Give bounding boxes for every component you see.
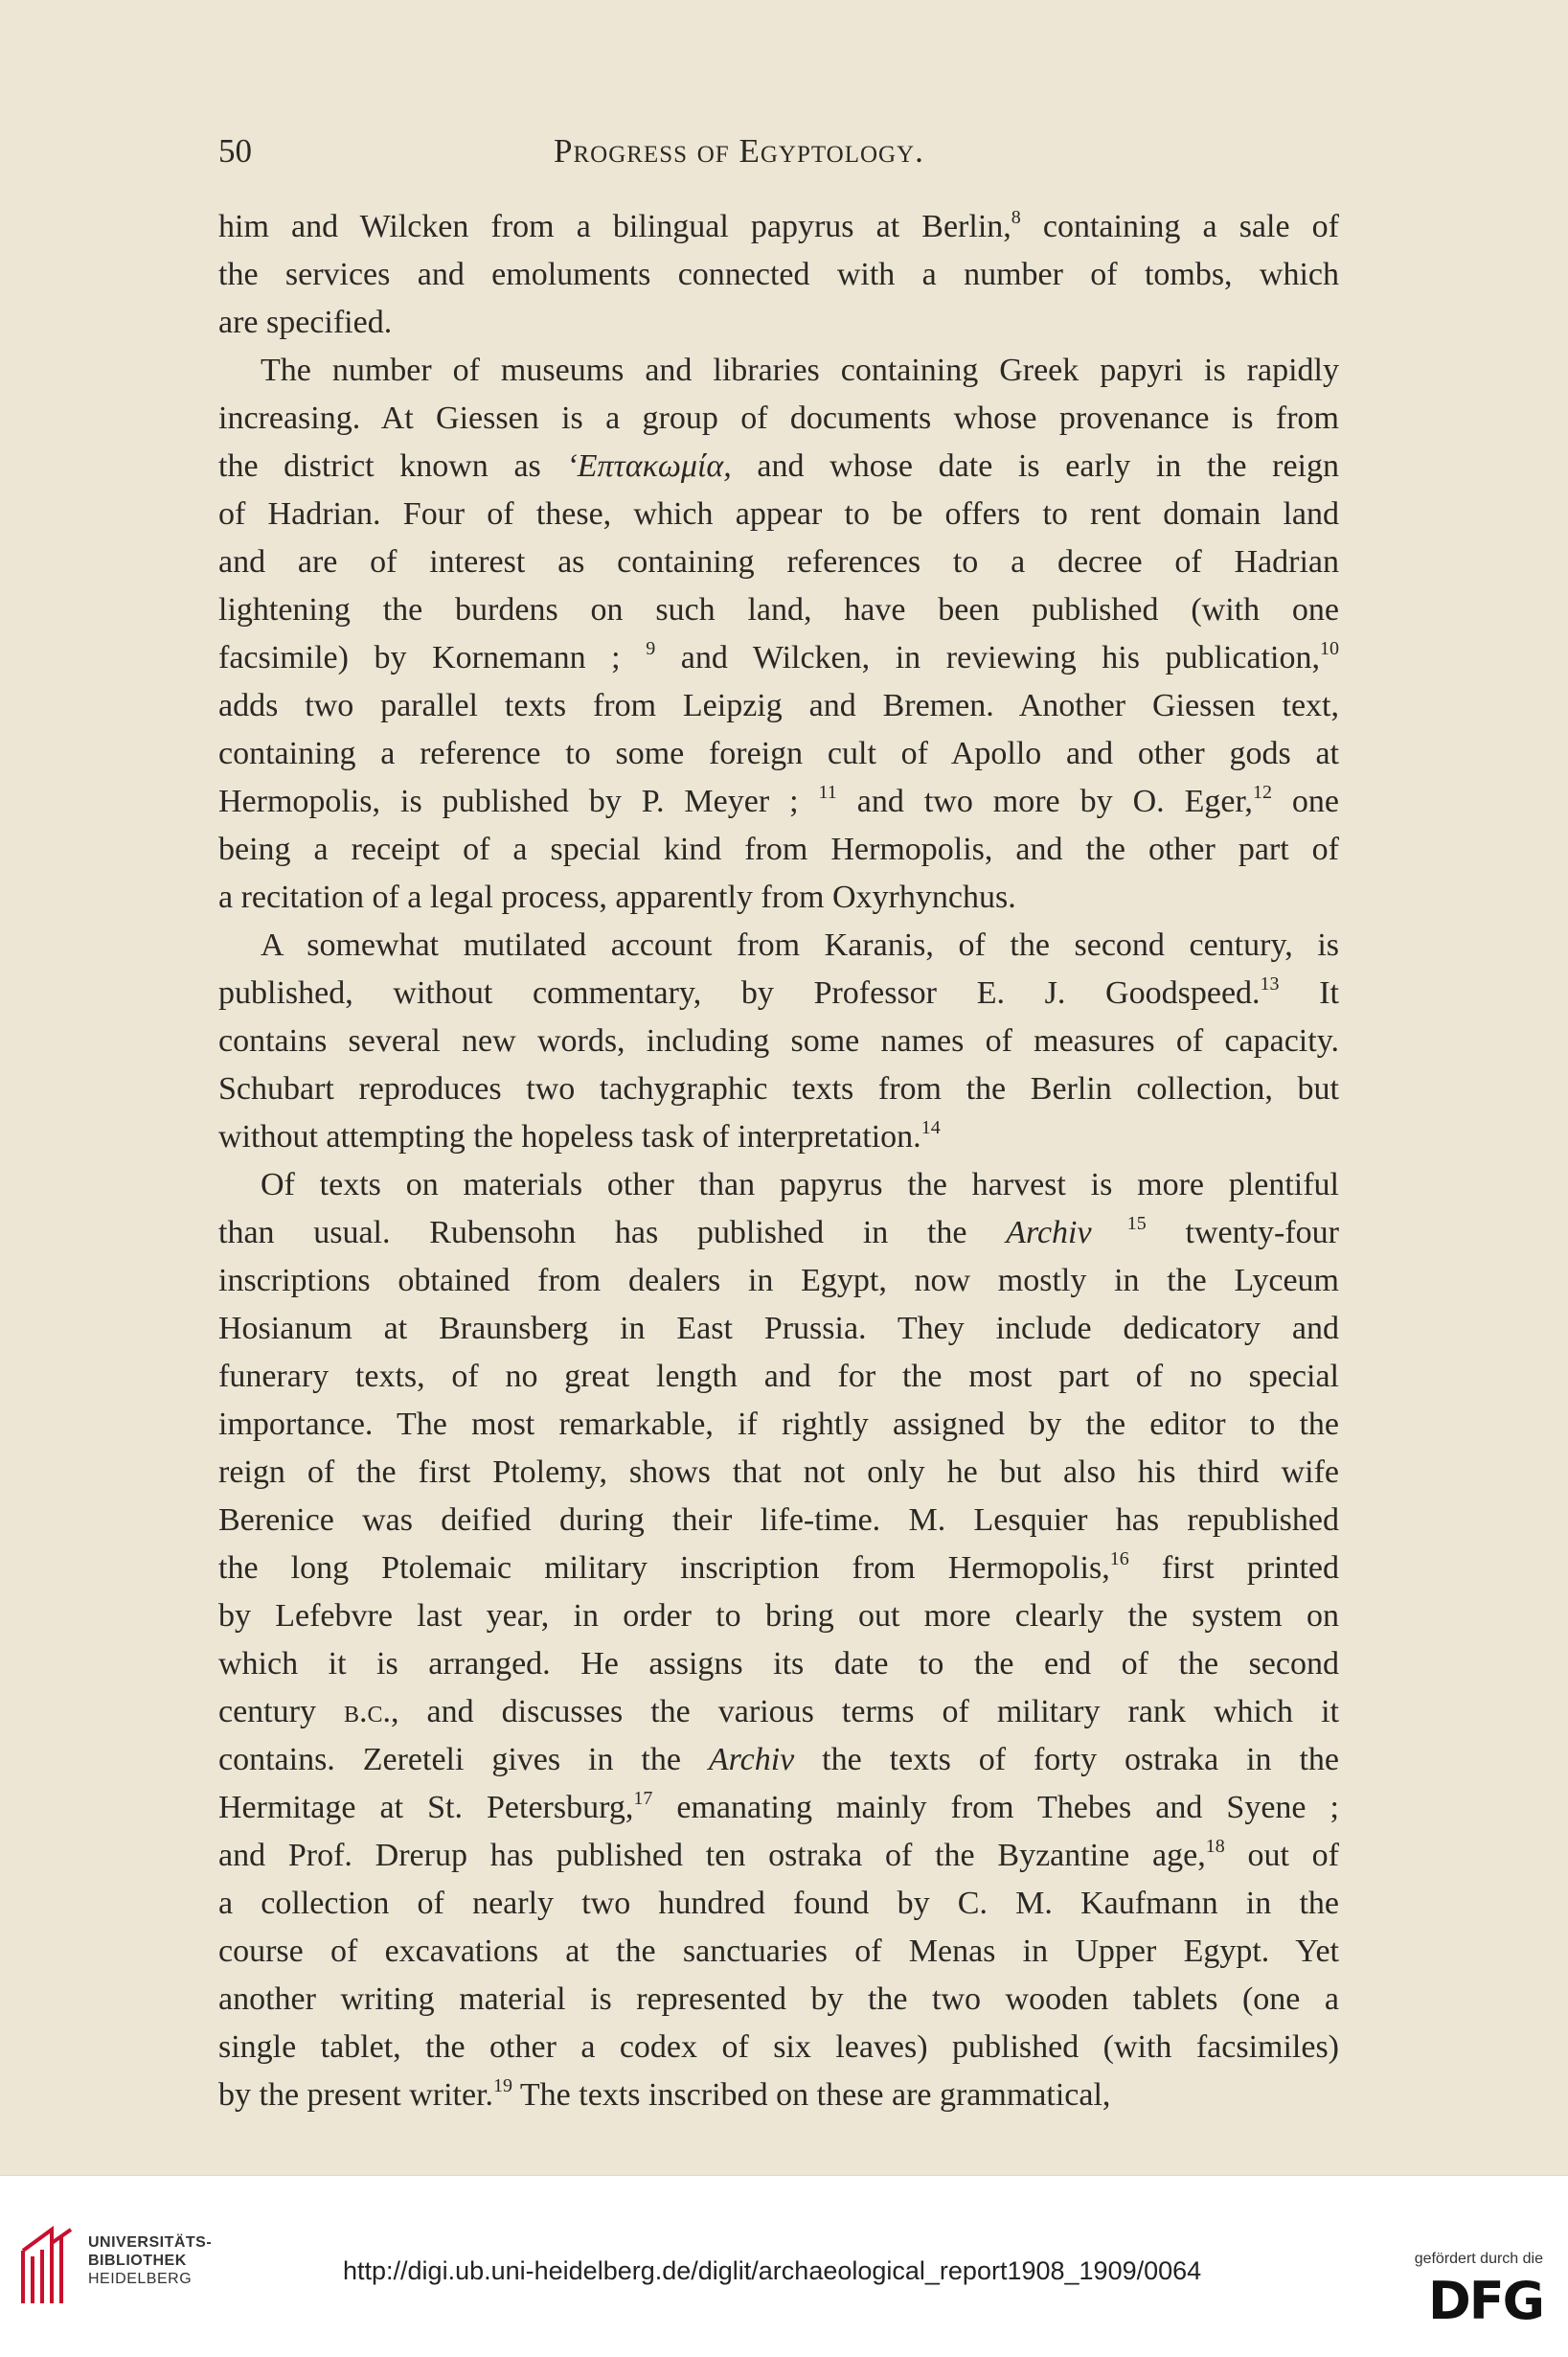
text-line: importance. The most remarkable, if rightly assigned by the editor to the [218, 1407, 1339, 1442]
funder-caption: gefördert durch die [1414, 2251, 1543, 2267]
text-line: a recitation of a legal process, apparently from Oxyrhynchus. [218, 880, 1016, 915]
text-line: a collection of nearly two hundred found by C. M. Kaufmann in the [218, 1886, 1339, 1921]
footnote-marker: 18 [1205, 1836, 1225, 1857]
text-line: the long Ptolemaic military inscription from Hermopolis,$^{16}$ first printed [218, 1548, 1339, 1586]
text-line: of Hadrian. Four of these, which appear to be offers to rent domain land [218, 496, 1339, 532]
text-line: Schubart reproduces two tachygraphic texts from the Berlin collection, but [218, 1071, 1339, 1107]
university-library-name [88, 2233, 212, 2288]
text-line: lightening the burdens on such land, have been published (with one [218, 592, 1339, 628]
text-line: another writing material is represented by the two wooden tablets (one a [218, 1981, 1339, 2017]
text-line: facsimile) by Kornemann ; $^9$ and Wilcken, in reviewing his publication,$^{10}$ [218, 638, 1339, 675]
footnote-marker: 11 [818, 782, 837, 803]
italic-term: ‘Επτακωμία, [566, 448, 732, 484]
text-line: than usual. Rubensohn has published in the Archiv $^{15}$ twenty-four [218, 1213, 1339, 1250]
footnote-marker: 9 [646, 638, 656, 659]
text-line: single tablet, the other a codex of six leaves) published (with facsimiles) [218, 2029, 1339, 2065]
footnote-marker: 14 [920, 1117, 941, 1138]
library-name-line-3: HEIDELBERG [88, 2271, 193, 2287]
text-line: by the present writer.$^{19}$ The texts inscribed on these are grammatical, [218, 2075, 1111, 2113]
text-line: by Lefebvre last year, in order to bring out more clearly the system on [218, 1598, 1339, 1634]
text-line: and Prof. Drerup has published ten ostraka of the Byzantine age,$^{18}$ out of [218, 1836, 1339, 1873]
text-line: Of texts on materials other than papyrus the harvest is more plentiful [261, 1167, 1339, 1202]
text-line: reign of the first Ptolemy, shows that not only he but also his third wife [218, 1454, 1339, 1490]
footnote-marker: 17 [633, 1788, 653, 1809]
footnote-marker: 8 [1011, 207, 1021, 228]
text-line: inscriptions obtained from dealers in Egypt, now mostly in the Lyceum [218, 1263, 1339, 1298]
library-name-line-2: BIBLIOTHEK [88, 2253, 187, 2269]
page-number: 50 [218, 132, 252, 170]
footnote-marker: 16 [1109, 1548, 1129, 1569]
text-line: The number of museums and libraries containing Greek papyri is rapidly [261, 353, 1339, 388]
text-line: and are of interest as containing references to a decree of Hadrian [218, 544, 1339, 580]
text-line: are specified. [218, 305, 393, 340]
text-line: adds two parallel texts from Leipzig and Bremen. Another Giessen text, [218, 688, 1339, 723]
text-line: being a receipt of a special kind from Hermopolis, and the other part of [218, 832, 1339, 867]
running-title: Progress of Egyptology. [554, 132, 924, 170]
dfg-logo: DFG [1427, 2271, 1543, 2331]
text-line: Hermitage at St. Petersburg,$^{17}$ emanating mainly from Thebes and Syene ; [218, 1788, 1339, 1825]
text-line: course of excavations at the sanctuaries of Menas in Upper Egypt. Yet [218, 1934, 1339, 1969]
text-line: increasing. At Giessen is a group of documents whose provenance is from [218, 400, 1339, 436]
running-head [218, 132, 1339, 180]
text-line: without attempting the hopeless task of interpretation.$^{14}$ [218, 1117, 941, 1155]
university-library-logo-icon [13, 2222, 80, 2308]
italic-term: Archiv [708, 1742, 795, 1777]
footnote-marker: 19 [493, 2075, 513, 2096]
library-name-line-1: UNIVERSITÄTS- [88, 2234, 213, 2251]
italic-term: Archiv [1006, 1215, 1092, 1250]
text-line: funerary texts, of no great length and for the most part of no special [218, 1359, 1339, 1394]
small-caps-term: b.c., [343, 1694, 399, 1729]
permalink-url[interactable]: http://digi.ub.uni-heidelberg.de/diglit/archaeological_report1908_1909/0064 [343, 2256, 1202, 2285]
text-line: the services and emoluments connected with a number of tombs, which [218, 257, 1339, 292]
text-line: him and Wilcken from a bilingual papyrus at Berlin,$^8$ containing a sale of [218, 207, 1339, 244]
digitization-footer [0, 2175, 1568, 2357]
footnote-marker: 10 [1320, 638, 1339, 659]
text-line: Berenice was deified during their life-time. M. Lesquier has republished [218, 1502, 1339, 1538]
footnote-marker: 12 [1252, 782, 1272, 803]
footnote-marker: 15 [1091, 1213, 1147, 1234]
text-line: A somewhat mutilated account from Karanis, of the second century, is [261, 927, 1339, 963]
text-line: Hermopolis, is published by P. Meyer ; $^{11}$ and two more by O. Eger,$^{12}$ one [218, 782, 1339, 819]
body-text [218, 203, 1339, 2119]
text-line: century b.c., and discusses the various terms of military rank which it [218, 1694, 1339, 1729]
text-line: which it is arranged. He assigns its date to the end of the second [218, 1646, 1339, 1682]
text-line: the district known as ‘Επτακωμία, and whose date is early in the reign [218, 448, 1339, 484]
text-line: published, without commentary, by Professor E. J. Goodspeed.$^{13}$ It [218, 973, 1339, 1011]
text-line: Hosianum at Braunsberg in East Prussia. They include dedicatory and [218, 1311, 1339, 1346]
text-line: containing a reference to some foreign cult of Apollo and other gods at [218, 736, 1339, 771]
footnote-marker: 13 [1260, 973, 1280, 995]
text-line: contains. Zereteli gives in the Archiv the texts of forty ostraka in the [218, 1742, 1339, 1777]
text-line: contains several new words, including some names of measures of capacity. [218, 1023, 1339, 1059]
